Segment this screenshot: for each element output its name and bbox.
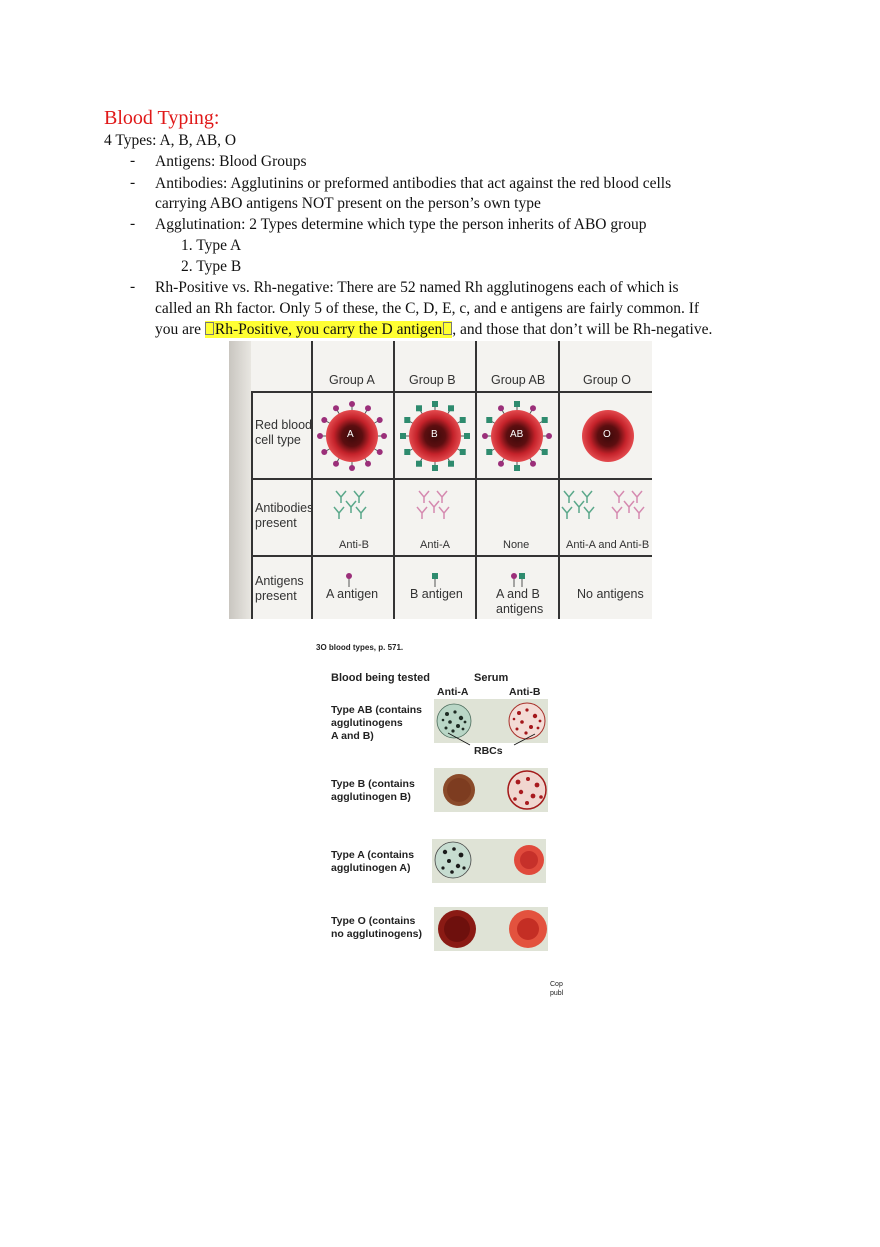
sample-o-anti-b [509,910,547,948]
header-group-a: Group A [329,373,375,387]
page-title: Blood Typing: [104,107,220,129]
rh-highlight-text: Rh-Positive, you carry the D antigen [214,321,443,338]
header-group-o: Group O [583,373,631,387]
rh-line3-prefix: you are [155,321,205,338]
copyright-line2: publ [550,990,564,997]
bullet-antibodies-line2: carrying ABO antigens NOT present on the person’s own type [155,195,541,212]
types-line: 4 Types: A, B, AB, O [104,132,237,149]
header-group-ab: Group AB [491,373,546,387]
row-ab-line2: agglutinogens [331,717,403,729]
sample-b-anti-a [443,774,475,806]
bullet-dash: - [130,215,136,232]
row-b-line1: Type B (contains [331,778,415,790]
bullet-rh-line2: called an Rh factor. Only 5 of these, the C, D, E, c, and e antigens are fairly common. If [155,300,700,317]
sample-a-anti-a [435,842,471,878]
bullet-agglutination: Agglutination: 2 Types determine which type the person inherits of ABO group [155,216,647,233]
antigen-label-a: A antigen [326,587,379,601]
row-o-line2: no agglutinogens) [331,928,422,940]
row-ab-line1: Type AB (contains [331,704,423,716]
row-b-line2: agglutinogen B) [331,791,411,803]
antigen-label-ab-2: antigens [496,602,544,616]
cell-label-b: B [431,429,438,440]
figure-caption: 3O blood types, p. 571. [316,643,404,652]
header-anti-a: Anti-A [437,686,469,698]
row-label-present: present [255,516,297,530]
antigen-label-ab: A and B [496,587,540,601]
row-label-antigens-present: present [255,589,297,603]
bullet-dash: - [130,152,136,169]
bullet-antigens: Antigens: Blood Groups [155,153,307,170]
sample-ab-anti-a [437,704,471,738]
sample-ab-anti-b [509,703,545,739]
row-a-line2: agglutinogen A) [331,862,411,874]
row-a-line1: Type A (contains [331,849,415,861]
row-label-cell-type: cell type [255,433,301,447]
sample-o-anti-a [438,910,476,948]
antibody-label-none: None [503,539,530,551]
sample-b-anti-b [508,771,546,809]
copyright-line1: Cop [550,981,563,988]
cell-label-o: O [603,429,611,440]
antibody-label-anti-a-and-b: Anti-A and Anti-B [566,539,650,551]
cell-label-ab: AB [510,429,524,440]
antibody-label-anti-b: Anti-B [339,539,369,551]
header-group-b: Group B [409,373,456,387]
header-blood-tested: Blood being tested [331,672,430,684]
list-item-type-a: 1. Type A [181,237,242,254]
row-label-antibodies: Antibodies [255,501,314,515]
sample-a-anti-b [514,845,544,875]
bullet-dash: - [130,278,136,295]
cell-label-a: A [347,429,354,440]
row-ab-line3: A and B) [331,730,374,742]
bullet-rh-line1: Rh-Positive vs. Rh-negative: There are 52 named Rh agglutinogens each of which is [155,279,679,296]
antigen-label-none: No antigens [577,587,644,601]
bullet-antibodies-line1: Antibodies: Agglutinins or preformed antibodies that act against the red blood cells [155,175,672,192]
header-serum: Serum [474,672,509,684]
antigen-label-b: B antigen [410,587,463,601]
rh-line3-suffix: , and those that don’t will be Rh-negative. [452,321,713,338]
list-item-type-b: 2. Type B [181,258,242,275]
row-label-red-blood: Red blood [255,418,312,432]
antibody-label-anti-a: Anti-A [420,539,450,551]
row-label-antigens: Antigens [255,574,304,588]
row-o-line1: Type O (contains [331,915,416,927]
header-anti-b: Anti-B [509,686,541,698]
rbcs-label: RBCs [474,745,503,757]
bullet-dash: - [130,174,136,191]
